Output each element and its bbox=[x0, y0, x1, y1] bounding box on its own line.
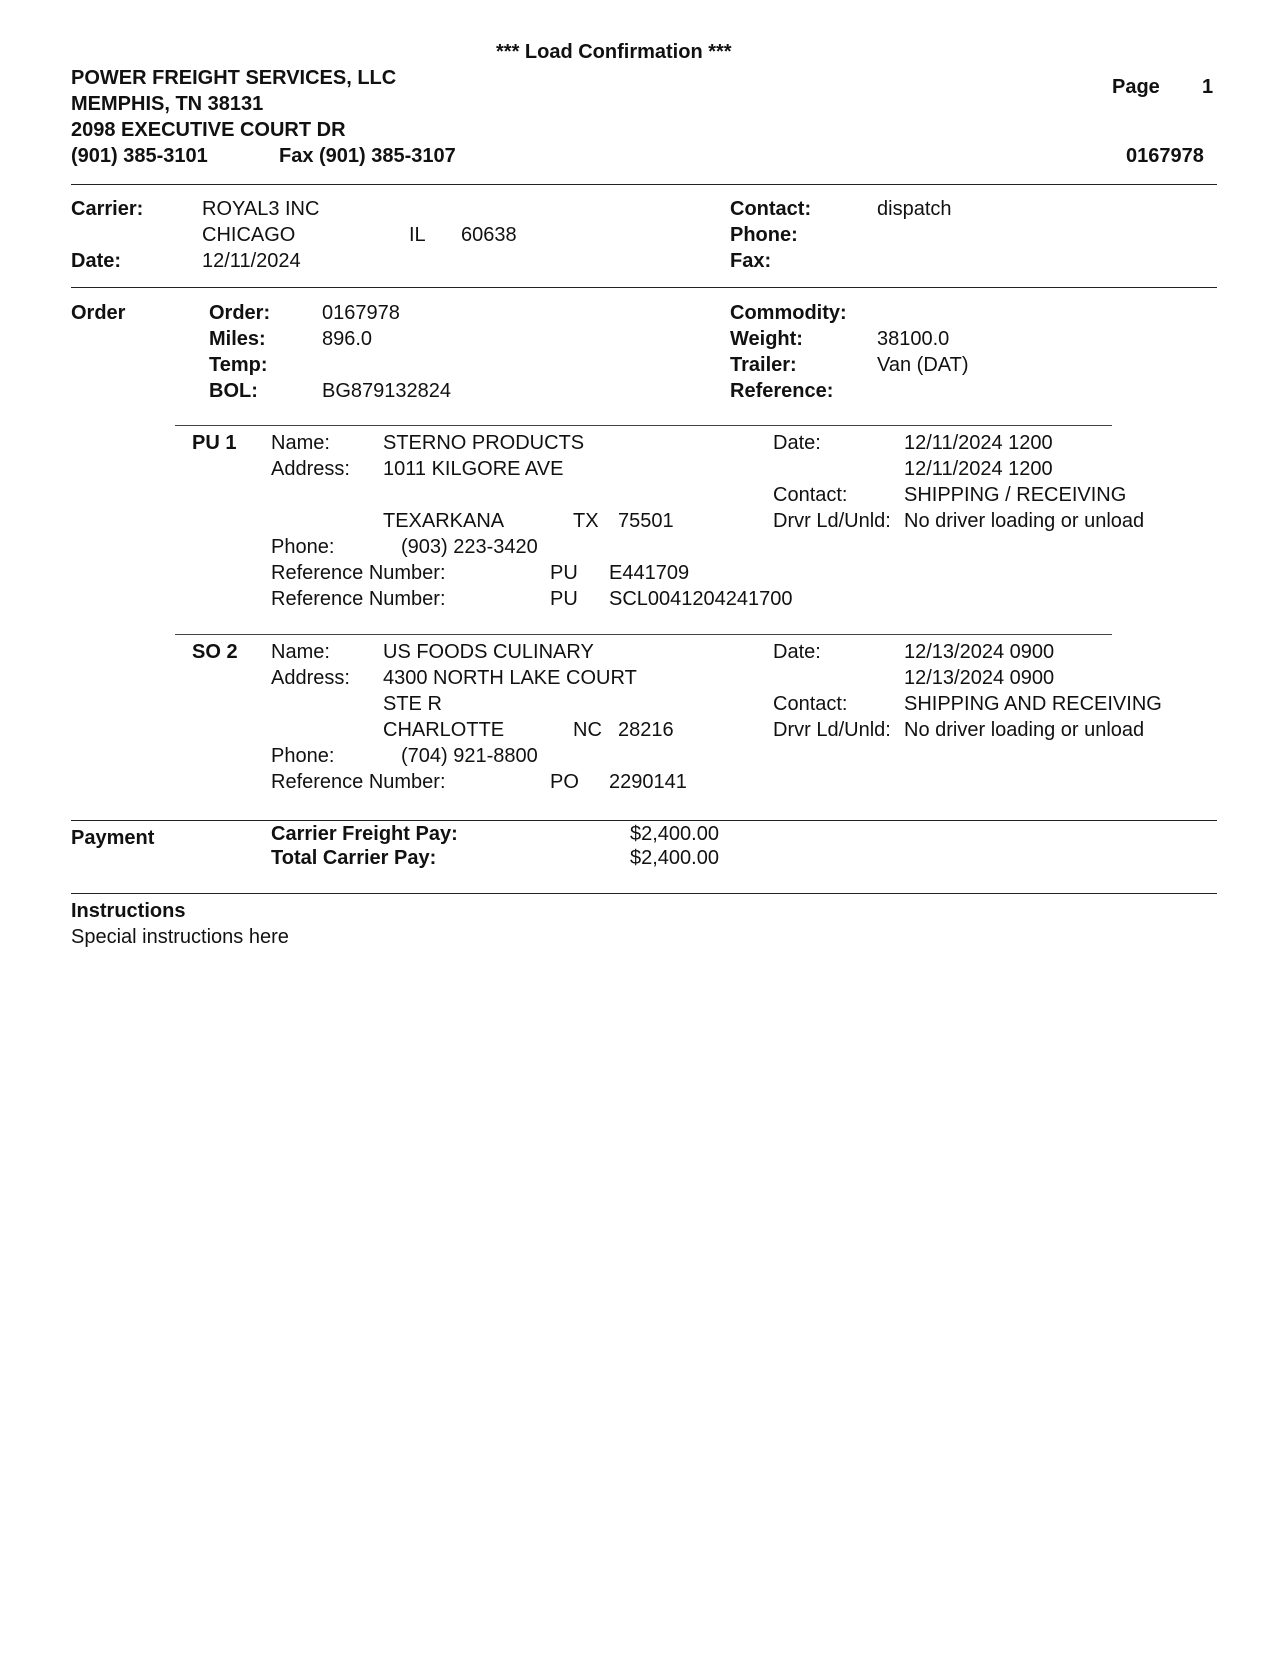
company-street: 2098 EXECUTIVE COURT DR bbox=[71, 119, 346, 141]
freight-pay-value: $2,400.00 bbox=[630, 823, 719, 845]
carrier-zip: 60638 bbox=[461, 224, 517, 246]
stop-contact: SHIPPING AND RECEIVING bbox=[904, 693, 1162, 715]
total-pay-value: $2,400.00 bbox=[630, 847, 719, 869]
reference-value: SCL0041204241700 bbox=[609, 588, 793, 610]
stop-address-line1: 4300 NORTH LAKE COURT bbox=[383, 667, 637, 689]
reference-value: 2290141 bbox=[609, 771, 687, 793]
carrier-contact: dispatch bbox=[877, 198, 952, 220]
stop-phone: (704) 921-8800 bbox=[401, 745, 538, 767]
stop-code: PU 1 bbox=[192, 432, 237, 454]
company-fax: Fax (901) 385-3107 bbox=[279, 145, 456, 167]
stop-state: TX bbox=[573, 510, 599, 532]
divider bbox=[175, 425, 1112, 426]
stop-address-line2: STE R bbox=[383, 693, 442, 715]
trailer-label: Trailer: bbox=[730, 354, 797, 376]
company-city: MEMPHIS, TN 38131 bbox=[71, 93, 264, 115]
reference-number-label: Reference Number: bbox=[271, 562, 446, 584]
driver-value: No driver loading or unload bbox=[904, 510, 1145, 532]
stop-zip: 28216 bbox=[618, 719, 674, 741]
reference-value: E441709 bbox=[609, 562, 690, 584]
order-label: Order: bbox=[209, 302, 271, 324]
bol-value: BG879132824 bbox=[322, 380, 452, 402]
driver-label: Drvr Ld/Unld: bbox=[773, 510, 891, 532]
page-number: 1 bbox=[1202, 76, 1214, 98]
fax-label: Fax: bbox=[730, 250, 772, 272]
divider bbox=[175, 634, 1112, 635]
order-number: 0167978 bbox=[322, 302, 400, 324]
driver-value: No driver loading or unload bbox=[904, 719, 1145, 741]
stop-state: NC bbox=[573, 719, 602, 741]
carrier-city: CHICAGO bbox=[202, 224, 296, 246]
stop-address-line1: 1011 KILGORE AVE bbox=[383, 458, 564, 480]
phone-label: Phone: bbox=[730, 224, 798, 246]
stop-phone-label: Phone: bbox=[271, 536, 335, 558]
stop-address-label: Address: bbox=[271, 667, 350, 689]
carrier-name: ROYAL3 INC bbox=[202, 198, 320, 220]
instructions-title: Instructions bbox=[71, 900, 186, 922]
temp-label: Temp: bbox=[209, 354, 268, 376]
stop-contact-label: Contact: bbox=[773, 484, 848, 506]
instructions-text: Special instructions here bbox=[71, 926, 289, 948]
total-pay-label: Total Carrier Pay: bbox=[271, 847, 437, 869]
freight-pay-label: Carrier Freight Pay: bbox=[271, 823, 458, 845]
weight-value: 38100.0 bbox=[877, 328, 950, 350]
reference-label: Reference: bbox=[730, 380, 834, 402]
stop-date-end: 12/13/2024 0900 bbox=[904, 667, 1055, 689]
stop-date-label: Date: bbox=[773, 432, 821, 454]
miles-label: Miles: bbox=[209, 328, 266, 350]
trailer-value: Van (DAT) bbox=[877, 354, 969, 376]
stop-phone-label: Phone: bbox=[271, 745, 335, 767]
divider bbox=[71, 893, 1217, 894]
weight-label: Weight: bbox=[730, 328, 803, 350]
company-name: POWER FREIGHT SERVICES, LLC bbox=[71, 67, 397, 89]
stop-city: TEXARKANA bbox=[383, 510, 505, 532]
stop-address-label: Address: bbox=[271, 458, 350, 480]
carrier-label: Carrier: bbox=[71, 198, 144, 220]
payment-section-label: Payment bbox=[71, 827, 155, 849]
reference-number-label: Reference Number: bbox=[271, 588, 446, 610]
date-label: Date: bbox=[71, 250, 122, 272]
stop-date: 12/13/2024 0900 bbox=[904, 641, 1055, 663]
commodity-label: Commodity: bbox=[730, 302, 847, 324]
stop-phone: (903) 223-3420 bbox=[401, 536, 538, 558]
company-phone: (901) 385-3101 bbox=[71, 145, 208, 167]
reference-type: PO bbox=[550, 771, 579, 793]
divider bbox=[71, 184, 1217, 185]
stop-zip: 75501 bbox=[618, 510, 674, 532]
contact-label: Contact: bbox=[730, 198, 812, 220]
driver-label: Drvr Ld/Unld: bbox=[773, 719, 891, 741]
order-section-label: Order bbox=[71, 302, 126, 324]
miles-value: 896.0 bbox=[322, 328, 373, 350]
carrier-state: IL bbox=[409, 224, 426, 246]
stop-contact: SHIPPING / RECEIVING bbox=[904, 484, 1127, 506]
carrier-date: 12/11/2024 bbox=[202, 250, 301, 272]
header-order-number: 0167978 bbox=[1126, 145, 1204, 167]
divider bbox=[71, 287, 1217, 288]
stop-name-label: Name: bbox=[271, 432, 330, 454]
stop-date-label: Date: bbox=[773, 641, 821, 663]
reference-number-label: Reference Number: bbox=[271, 771, 446, 793]
reference-type: PU bbox=[550, 588, 578, 610]
stop-name: STERNO PRODUCTS bbox=[383, 432, 585, 454]
stop-name-label: Name: bbox=[271, 641, 330, 663]
reference-type: PU bbox=[550, 562, 578, 584]
stop-contact-label: Contact: bbox=[773, 693, 848, 715]
stop-code: SO 2 bbox=[192, 641, 238, 663]
document-title: *** Load Confirmation *** bbox=[496, 41, 732, 63]
page-label: Page bbox=[1112, 76, 1160, 98]
stop-city: CHARLOTTE bbox=[383, 719, 505, 741]
stop-name: US FOODS CULINARY bbox=[383, 641, 594, 663]
stop-date-end: 12/11/2024 1200 bbox=[904, 458, 1053, 480]
stop-date: 12/11/2024 1200 bbox=[904, 432, 1053, 454]
bol-label: BOL: bbox=[209, 380, 258, 402]
